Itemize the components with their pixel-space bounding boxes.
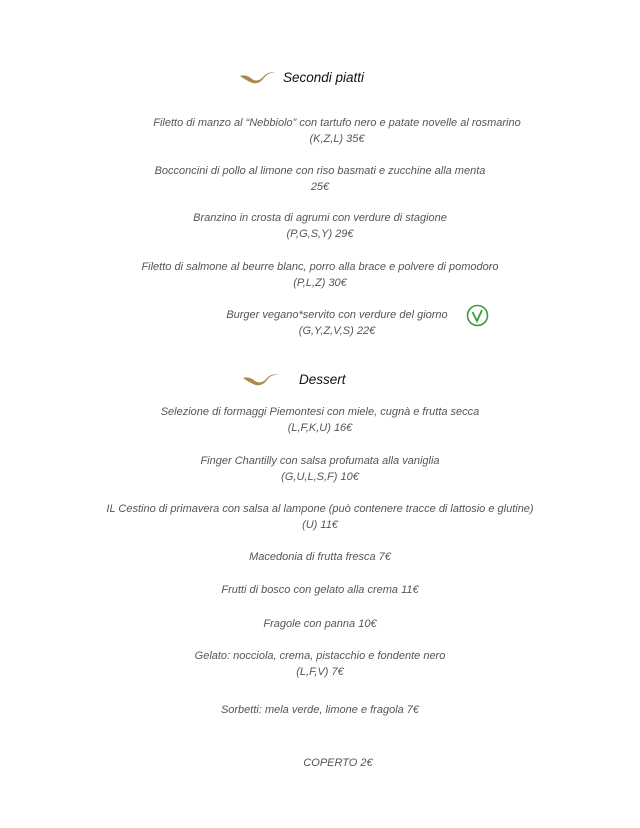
section-title-dessert: Dessert bbox=[299, 372, 346, 387]
dish-detail: (P,G,S,Y) 29€ bbox=[286, 228, 354, 240]
dish-name: Branzino in crosta di agrumi con verdure di stagione bbox=[193, 212, 447, 224]
dish-detail: (G,Y,Z,V,S) 22€ bbox=[298, 325, 376, 337]
dish-detail: (P,L,Z) 30€ bbox=[293, 277, 347, 289]
dish-name: Fragole con panna 10€ bbox=[263, 618, 377, 630]
dish-name: Filetto di salmone al beurre blanc, porro alla brace e polvere di pomodoro bbox=[141, 261, 499, 273]
brand-swoosh-icon bbox=[241, 372, 279, 388]
dish-name: Burger vegano*servito con verdure del giorno bbox=[226, 309, 448, 321]
dish-detail: (L,F,V) 7€ bbox=[296, 666, 344, 678]
dish-name: IL Cestino di primavera con salsa al lampone (può contenere tracce di lattosio e glutine) bbox=[106, 503, 534, 515]
dish-name: Frutti di bosco con gelato alla crema 11€ bbox=[221, 584, 419, 596]
dish-name: Bocconcini di pollo al limone con riso basmati e zucchine alla menta bbox=[154, 165, 486, 177]
dish-detail: (G,U,L,S,F) 10€ bbox=[281, 471, 359, 483]
dish-name: Macedonia di frutta fresca 7€ bbox=[249, 551, 391, 563]
dish-name: Selezione di formaggi Piemontesi con miele, cugnà e frutta secca bbox=[160, 406, 480, 418]
dish-name: Sorbetti: mela verde, limone e fragola 7€ bbox=[220, 704, 420, 716]
vegan-icon bbox=[466, 304, 489, 327]
dish-detail: (K,Z,L) 35€ bbox=[309, 133, 365, 145]
cover-charge: COPERTO 2€ bbox=[303, 757, 373, 769]
dish-name: Gelato: nocciola, crema, pistacchio e fondente nero bbox=[194, 650, 446, 662]
dish-detail: (U) 11€ bbox=[302, 519, 338, 531]
dish-name: Filetto di manzo al “Nebbiolo” con tartufo nero e patate novelle al rosmarino bbox=[153, 117, 521, 129]
dish-detail: (L,F,K,U) 16€ bbox=[287, 422, 353, 434]
brand-swoosh-icon bbox=[238, 70, 276, 86]
section-title-secondi: Secondi piatti bbox=[283, 70, 365, 85]
dish-name: Finger Chantilly con salsa profumata alla vaniglia bbox=[200, 455, 440, 467]
dish-detail: 25€ bbox=[310, 181, 330, 193]
